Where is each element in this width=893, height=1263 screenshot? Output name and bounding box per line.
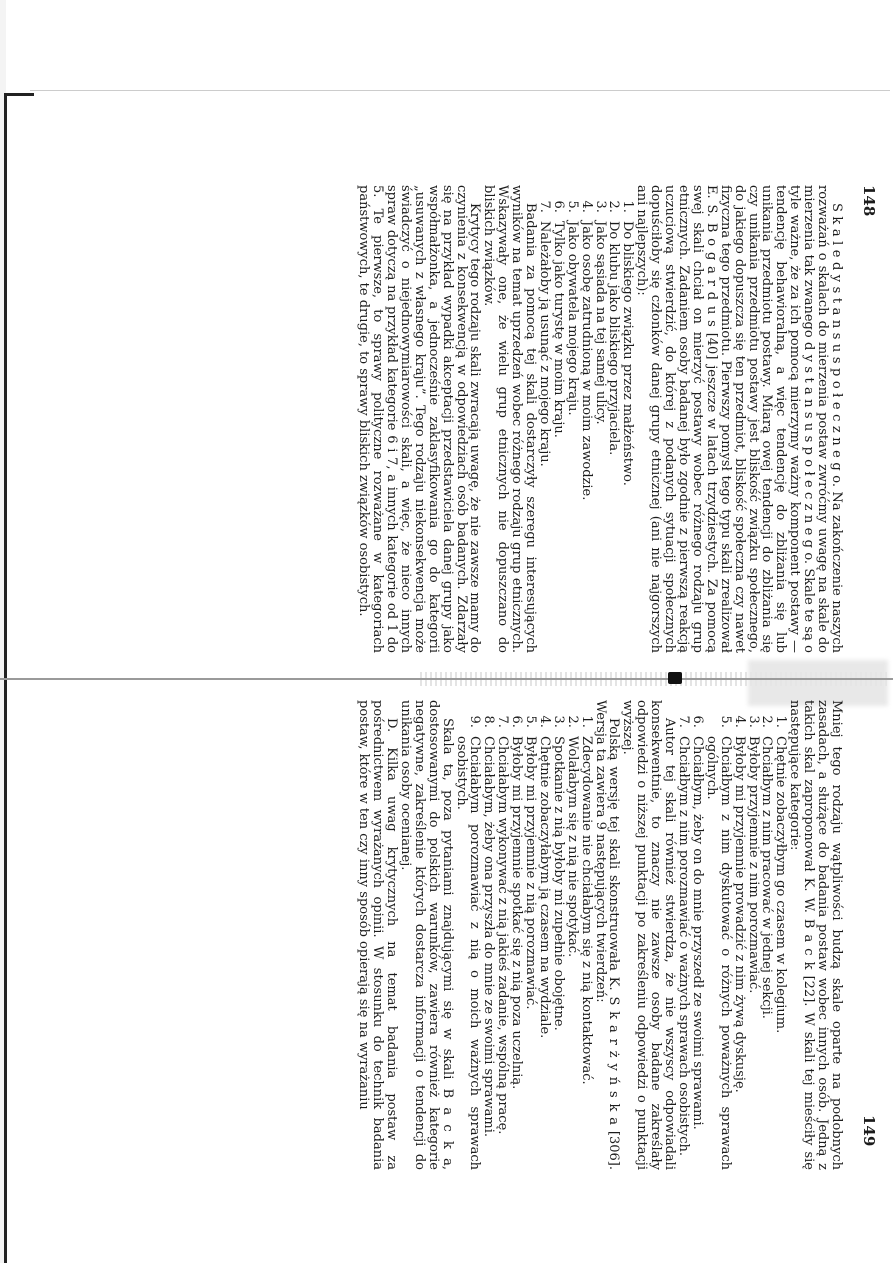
right-page-text [356,700,843,1170]
right-paragraph-5: D. Kilka uwag krytycznych na temat badania postaw za pośrednictwem wyrażanych opinii. W stosunku do technik badania postaw, które w ten czy inny sposób opierają się na wyrażaniu [356,700,399,1170]
right-paragraph-1: Mniej tego rodzaju wątpliwości budzą skale oparte na podobnych zasadach, a służące do badania postaw wobec innych osób. Jedną z takich skal zaproponował K. W. B a c k [22]. W skali tej mieściły się następujące kategorie: [787,700,844,1170]
list-item: 1. Chętnie zobaczyłbym go czasem w kolegium. [773,732,787,1170]
list-item: 1. Do bliskiego związku przez małżeństwo. [621,217,635,653]
list-item: 6. Chciałbym, żeby on do mnie przyszedł ze swoimi sprawami. [690,732,704,1170]
left-intro-paragraph: S k a l e d y s t a n s u s p o ł e c z n e g o. Na zakończenie naszych rozważań o skalach do mierzenia postaw zwróćmy uwagę na skale do mierzenia tak zwanego d y s t a n s u s p o ł e c z n e g o. Skale te są o tyle ważne, że za ich pomocą mierzymy ważny komponent postawy — tendencję behawioralną, a więc tendencję do zbliżania się lub unikania przedmiotu postawy. Miarą owej tendencji do zbliżania się czy unikania przedmiotu postawy jest bliskość związku społecznego, do jakiego dopuszcza się ten przedmiot, bliskość społeczna czy nawet fizyczna tego przedmiotu. Pierwszy pomysł tego typu skali zrealizował E. S. B o g a r d u s [40] jeszcze w latach trzydziestych. Za pomocą swej skali chciał on mierzyć postawy wobec różnego rodzaju grup etnicznych. Zadaniem osoby badanej było zgodnie z pierwszą reakcją uczuciową stwierdzić, do której z podanych sytuacji społecznych dopuściłoby się członków danej grupy etnicznej (ani nie najgorszych ani najlepszych): [634,185,844,653]
list-item: 4. Chętnie zobaczyłabym ją czasem na wydziale. [537,732,551,1170]
list-item: 3. Jako sąsiada na tej samej ulicy. [593,217,607,653]
bogardus-scale-list [537,185,634,653]
left-paragraph-3: Krytycy tego rodzaju skali zwracają uwagę, że nie zawsze mamy do czynienia z konsekwencją w odpowiedziach osób badanych. Zdarzały się na przykład wypadki akceptacji przedstawiciela danej grupy jako współmałżonka, a jednocześnie zaklasyfikowania go do kategorii „usuwanych z własnego kraju”. Tego rodzaju niekonsekwencja może świadczyć o niejednowymiarowości skali, a więc, że nieco innych spraw dotyczą na przykład kategorie 6 i 7, a innych kategorie od 1 do 5. Te pierwsze, to sprawy polityczne rozważane w kategoriach państwowych, te drugie, to sprawy bliskich związków osobistych. [356,185,483,653]
page-number-left: 148 [860,185,878,217]
list-item: 4. Byłoby mi przyjemnie prowadzić z nim żywą dyskusję. [732,732,746,1170]
list-item: 2. Wolałabym się z nią nie spotykać. [565,732,579,1170]
list-item: 7. Chciałbym z nim porozmawiać o ważnych sprawach osobistych. [676,732,690,1170]
list-item: 2. Chciałbym z nim pracować w jednej sekcji. [760,732,774,1170]
list-item: 6. Byłoby mi przyjemnie spotkać się z nią poza uczelnią. [509,732,523,1170]
list-item: 5. Byłoby mi przyjemnie z nią porozmawiać. [523,732,537,1170]
right-paragraph-3: Polską wersję tej skali skonstruowała K. S k a r ż y ń s k a [306]. Wersja ta zawiera 9 następujących twierdzeń: [592,700,622,1170]
right-paragraph-4: Skala ta, poza pytaniami znajdującymi się w skali B a c k a, dostosowanymi do polskich warunków, zawiera również kategorie negatywne, zakreślenie których dostarcza informacji o tendencji do unikania osoby ocenianej. [397,700,455,1170]
right-paragraph-2: Autor tej skali również stwierdza, że nie wszyscy odpowiadali konsekwentnie, to znaczy nie zawsze osoby badane zakreślały odpowiedzi o niższej punktacji po zakreśleniu odpowiedzi o punktacji wyższej. [620,700,678,1170]
left-page-text [356,185,843,653]
list-item: 5. Chciałbym z nim dyskutować o różnych poważnych sprawach ogólnych. [704,732,732,1170]
skarzynska-scale-list [454,700,593,1170]
list-item: 9. Chciałabym porozmawiać z nią o moich ważnych sprawach osobistych. [454,732,482,1170]
list-item: 3. Spotkanie z nią byłoby mi zupełnie obojętne. [551,732,565,1170]
list-item: 8. Chciałabym, żeby ona przyszła do mnie ze swoimi sprawami. [481,732,495,1170]
back-scale-list [676,700,787,1170]
list-item: 7. Chciałabym wykonywać z nią jakieś zadanie, wspólną pracę. [495,732,509,1170]
list-item: 2. Do klubu jako bliskiego przyjaciela. [607,217,621,653]
list-item: 5. Jako obywatela mojego kraju. [565,217,579,653]
left-paragraph-2: Badania za pomocą tej skali dostarczyły szeregu interesujących wyników na temat uprzedzeń wobec różnego rodzaju grup etnicznych. Wskazywały one, że wielu grup etnicznych nie dopuszczano do bliskich związków. [481,185,539,653]
list-item: 1. Zdecydowanie nie chciałabym się z nią kontaktować. [579,732,593,1170]
list-item: 4. Jako osobę zatrudnioną w moim zawodzie. [579,217,593,653]
list-item: 3. Byłoby przyjemnie z nim porozmawiać. [746,732,760,1170]
page-number-right: 149 [860,1115,878,1147]
list-item: 6. Tylko jako turystę w moim kraju. [551,217,565,653]
list-item: 7. Należałoby ją usunąć z mojego kraju. [537,217,551,653]
